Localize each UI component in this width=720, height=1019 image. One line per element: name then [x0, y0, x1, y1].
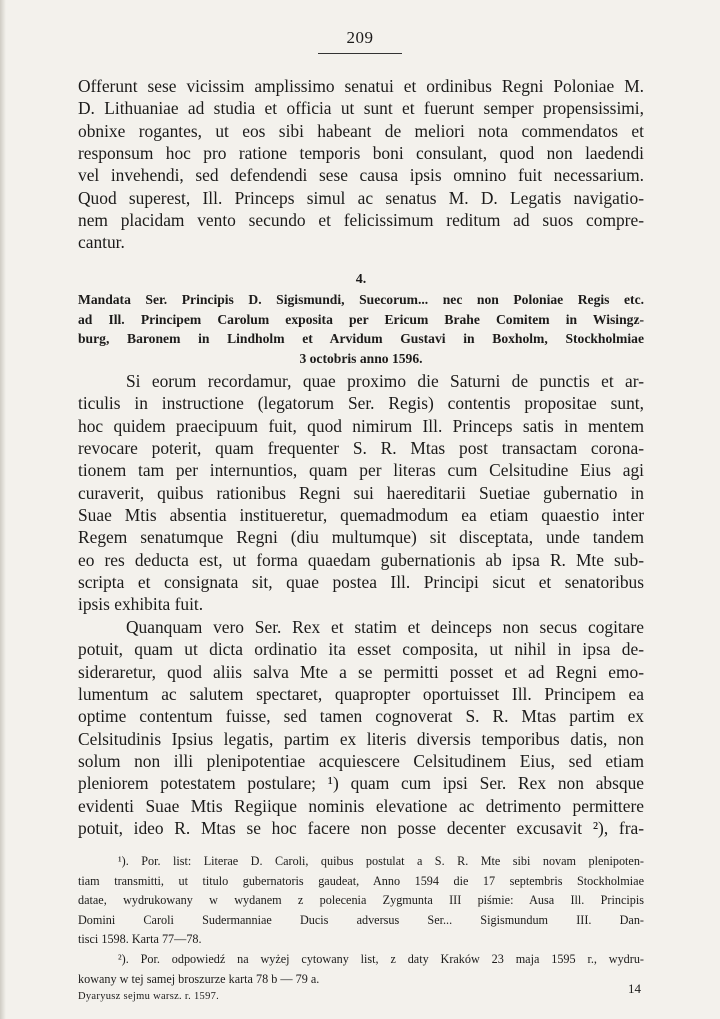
text-line: scripta et consignata sit, quae postea Ill. Principi sicut et senatoribus — [78, 572, 644, 593]
text-line: ipsis exhibita fuit. — [78, 594, 204, 615]
text-line: pleniorem potestatem postulare; ¹) quam cum ipsi Ser. Rex non absque — [78, 773, 644, 794]
paragraph-3 — [78, 616, 644, 839]
text-line: lumentum ac salutem spectaret, quapropter oportuisset Ill. Principem ea — [78, 684, 644, 705]
text-line: Celsitudinis Ipsius legatis, partim ex literis diversis temporibus datis, non — [78, 728, 644, 749]
sheet-signature: 14 — [628, 981, 641, 996]
footnote-line: tiam transmitti, ut titulo gubernatoris gaudeat, Anno 1594 die 17 septembris Stockholmiae — [78, 873, 644, 888]
text-line: curaverit, quibus rationibus Regni sui haereditarii Suetiae gubernatio in — [78, 482, 644, 503]
text-line: nem placidam vento secundo et felicissimum reditum ad suos compre- — [78, 210, 644, 231]
section-number: 4. — [355, 272, 367, 287]
text-line: potuit, ideo R. Mtas se hoc facere non posse decenter excusavit ²), fra- — [78, 818, 644, 839]
text-line: eo res deducta est, ut forma quaedam gubernationis ab ipsa R. Mte sub- — [78, 549, 644, 570]
text-line: Offerunt sese vicissim amplissimo senatui et ordinibus Regni Poloniae M. — [78, 76, 644, 96]
text-line: Si eorum recordamur, quae proximo die Saturni de punctis et ar- — [126, 371, 644, 391]
text-line: evidenti Suae Mtis Regiique nominis elevatione ac detrimento permittere — [78, 795, 644, 816]
heading-line: burg, Baronem in Lindholm et Arvidum Gustavi in Boxholm, Stockholmiae — [78, 331, 644, 346]
paragraph-1 — [78, 75, 644, 254]
text-line: cantur. — [78, 232, 125, 253]
footnote-line: kowany w tej samej broszurze karta 78 b — 79 a. — [78, 971, 320, 986]
heading-line: 3 octobris anno 1596. — [299, 350, 423, 366]
text-line: solum non illi plenipotentiae acquiescere Celsitudinem Eius, sed etiam — [78, 751, 644, 772]
footnote-line: ²). Por. odpowiedź na wyżej cytowany list, z daty Kraków 23 maja 1595 r., wydru- — [118, 951, 644, 966]
heading-line: ad Ill. Principem Carolum exposita per Ericum Brahe Comitem in Wisingz- — [78, 311, 644, 327]
text-line: potuit, quam ut dicta ordinatio ita esset composita, ut nihil in ipsa de- — [78, 639, 644, 660]
header-rule — [318, 53, 402, 54]
text-line: Quod superest, Ill. Princeps simul ac senatus M. D. Legatis navigatio- — [78, 187, 644, 208]
section-heading — [78, 290, 644, 368]
footnote-line: Domini Caroli Sudermanniae Ducis adversus Ser... Sigismundum III. Dan- — [78, 912, 644, 927]
footnote-line: datae, wydrukowany w wydanem z polecenia Zygmunta III piśmie: Ausa Ill. Principis — [78, 893, 644, 908]
paragraph-2 — [78, 370, 644, 616]
text-line: sideraretur, quod aliis salva Mte a se permitti posset et ad Regni emo- — [78, 661, 644, 682]
text-line: tionem tam per internuntios, quam per literas cum Celsitudine Eius agi — [78, 460, 644, 481]
text-line: vel invehendi, sed defendendi sese causa ipsis omnino fuit necessarium. — [78, 165, 644, 186]
text-line: optime contentum fuisse, sed tamen cognoverat S. R. Mtas partim ex — [78, 706, 644, 727]
footnote-line: tisci 1598. Karta 77—78. — [78, 932, 202, 947]
footnotes — [78, 852, 644, 989]
text-line: Regem senatumque Regni (diu multumque) sit disceptata, unde tandem — [78, 527, 644, 548]
page-edge-shadow — [0, 0, 6, 1019]
footnote-line: ¹). Por. list: Literae D. Caroli, quibus postulat a S. R. Mte sibi novam plenipoten- — [118, 854, 644, 868]
text-line: responsum hoc pro ratione temporis boni consulant, quod non laedendi — [78, 143, 644, 164]
footer-source: Dyaryusz sejmu warsz. r. 1597. — [78, 991, 220, 1002]
heading-line: Mandata Ser. Principis D. Sigismundi, Suecorum... nec non Poloniae Regis etc. — [78, 292, 644, 307]
text-line: Quanquam vero Ser. Rex et statim et deinceps non secus cogitare — [126, 617, 644, 637]
text-line: ticulis in instructione (legatorum Ser. Regis) contentis propositae sunt, — [78, 393, 644, 414]
text-line: hoc quidem praecipuum fuit, quod nimirum Ill. Princeps satis in mentem — [78, 415, 644, 436]
text-line: Suae Mtis absentia institueretur, quemadmodum ea etiam quaestio inter — [78, 505, 644, 526]
text-line: D. Lithuaniae ad studia et officia ut sunt et fuerunt semper propensissimi, — [78, 98, 644, 119]
text-line: obnixe rogantes, ut eos sibi habeant de meliori nota commendatos et — [78, 120, 644, 141]
page-number: 209 — [346, 28, 374, 47]
text-line: revocare poterit, quam frequenter S. R. Mtas post transactam corona- — [78, 438, 644, 459]
